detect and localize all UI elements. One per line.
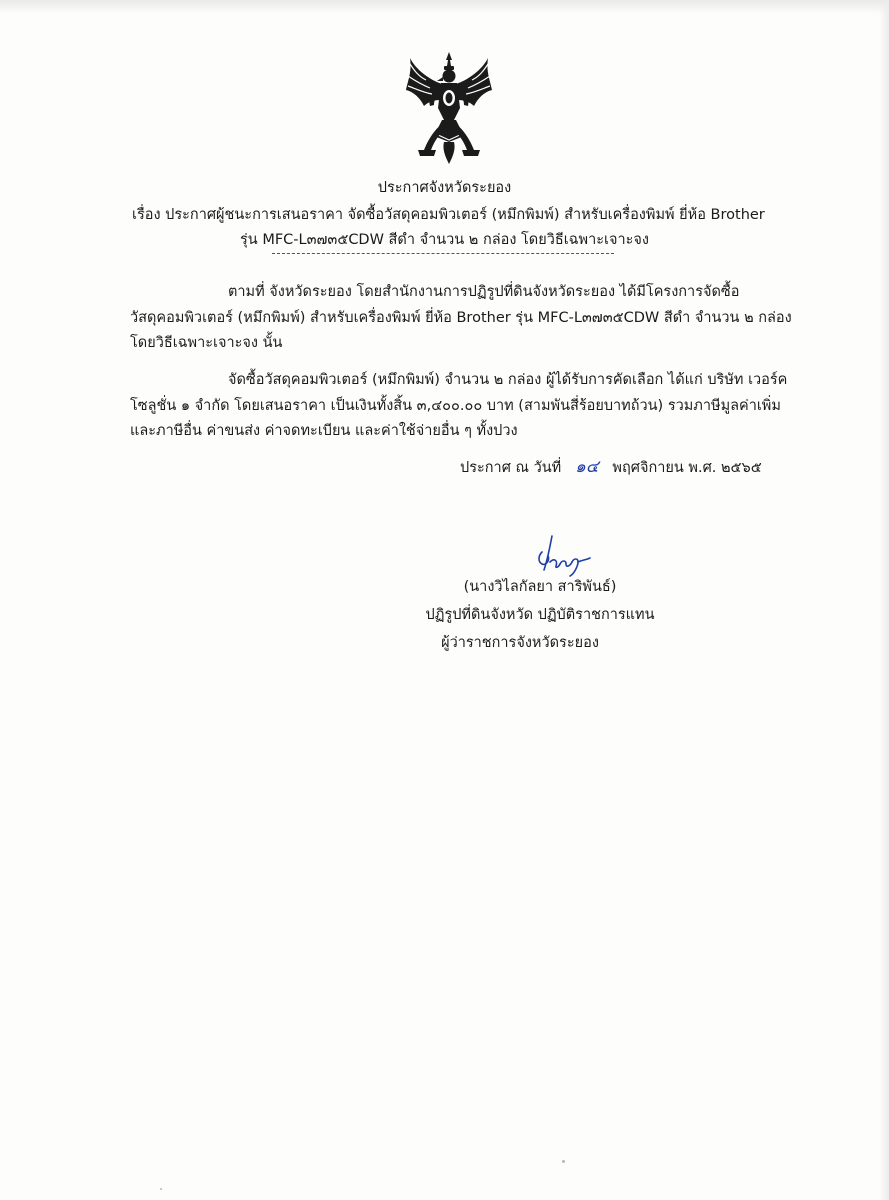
paragraph-2-line-3: และภาษีอื่น ค่าขนส่ง ค่าจดทะเบียน และค่าใช้จ่ายอื่น ๆ ทั้งปวง — [130, 423, 518, 439]
paragraph-1-line-1: ตามที่ จังหวัดระยอง โดยสำนักงานการปฏิรูปที่ดินจังหวัดระยอง ได้มีโครงการจัดซื้อ — [228, 284, 740, 300]
garuda-emblem-icon — [404, 50, 494, 166]
signatory-name: (นางวิไลกัลยา สาริพันธ์) — [463, 579, 617, 595]
document-heading: ประกาศจังหวัดระยอง — [377, 180, 512, 196]
subject-line-1: เรื่อง ประกาศผู้ชนะการเสนอราคา จัดซื้อวัสดุคอมพิวเตอร์ (หมึกพิมพ์) สำหรับเครื่องพิมพ์ ยี่ห้อ Brother — [132, 207, 765, 223]
scan-speck — [160, 1188, 162, 1190]
signature-icon — [528, 530, 594, 578]
announcement-date — [460, 457, 762, 478]
signatory-title-2: ผู้ว่าราชการจังหวัดระยอง — [441, 635, 599, 651]
paragraph-2-line-1: จัดซื้อวัสดุคอมพิวเตอร์ (หมึกพิมพ์) จำนวน ๒ กล่อง ผู้ได้รับการคัดเลือก ได้แก่ บริษัท เวอร์ค — [228, 372, 788, 388]
paragraph-1-line-2: วัสดุคอมพิวเตอร์ (หมึกพิมพ์) สำหรับเครื่องพิมพ์ ยี่ห้อ Brother รุ่น MFC-L๓๗๓๕CDW สีดำ จำนวน ๒ กล่อง — [130, 310, 792, 326]
date-month-year: พฤศจิกายน พ.ศ. ๒๕๖๕ — [612, 460, 762, 476]
subject-line-2: รุ่น MFC-L๓๗๓๕CDW สีดำ จำนวน ๒ กล่อง โดยวิธีเฉพาะเจาะจง — [240, 232, 649, 248]
date-day-handwritten: ๑๔ — [574, 457, 599, 477]
paragraph-1-line-3: โดยวิธีเฉพาะเจาะจง นั้น — [130, 335, 283, 351]
scan-speck — [562, 1160, 565, 1163]
scan-shadow-top — [0, 0, 889, 14]
signatory-title-1: ปฏิรูปที่ดินจังหวัด ปฏิบัติราชการแทน — [425, 607, 655, 623]
separator-dashes — [272, 253, 614, 254]
paragraph-2-line-2: โซลูชั่น ๑ จำกัด โดยเสนอราคา เป็นเงินทั้งสิ้น ๓,๔๐๐.๐๐ บาท (สามพันสี่ร้อยบาทถ้วน) รวมภาษีมูลค่าเพิ่ม — [130, 398, 781, 414]
date-prefix: ประกาศ ณ วันที่ — [460, 460, 562, 476]
